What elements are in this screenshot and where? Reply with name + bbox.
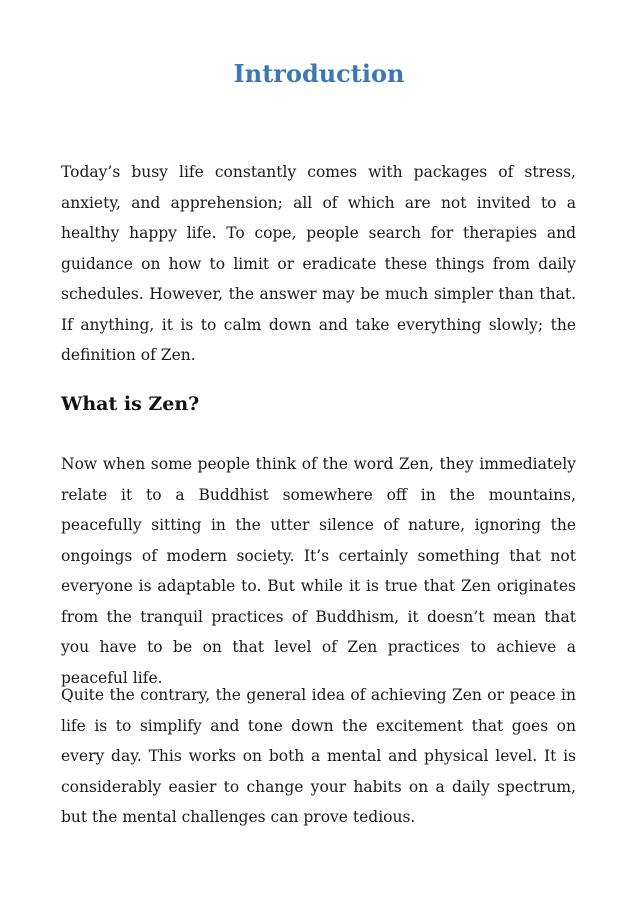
section-paragraph-2: Quite the contrary, the general idea of achieving Zen or peace in life is to simplify and tone down the excitement that goes on every day. This works on both a mental and physical level. It is considerably easier to change your habits on a daily spectrum, but the mental challenges can prove tedious. [61, 686, 576, 826]
section-paragraph-1: Now when some people think of the word Zen, they immediately relate it to a Buddhist somewhere off in the mountains, peacefully sitting in the utter silence of nature, ignoring the ongoings of modern society. It’s certainly something that not everyone is adaptable to. But while it is true that Zen originates from the tranquil practices of Buddhism, it doesn’t mean that you have to be on that level of Zen practices to achieve a peaceful life. [61, 455, 576, 687]
intro-paragraph: Today’s busy life constantly comes with packages of stress, anxiety, and apprehension; all of which are not invited to a healthy happy life. To cope, people search for therapies and guidance on how to limit or eradicate these things from daily schedules. However, the answer may be much simpler than that. If anything, it is to calm down and take everything slowly; the definition of Zen. [61, 163, 576, 364]
page-title: Introduction [233, 59, 405, 88]
section-heading: What is Zen? [61, 393, 200, 415]
